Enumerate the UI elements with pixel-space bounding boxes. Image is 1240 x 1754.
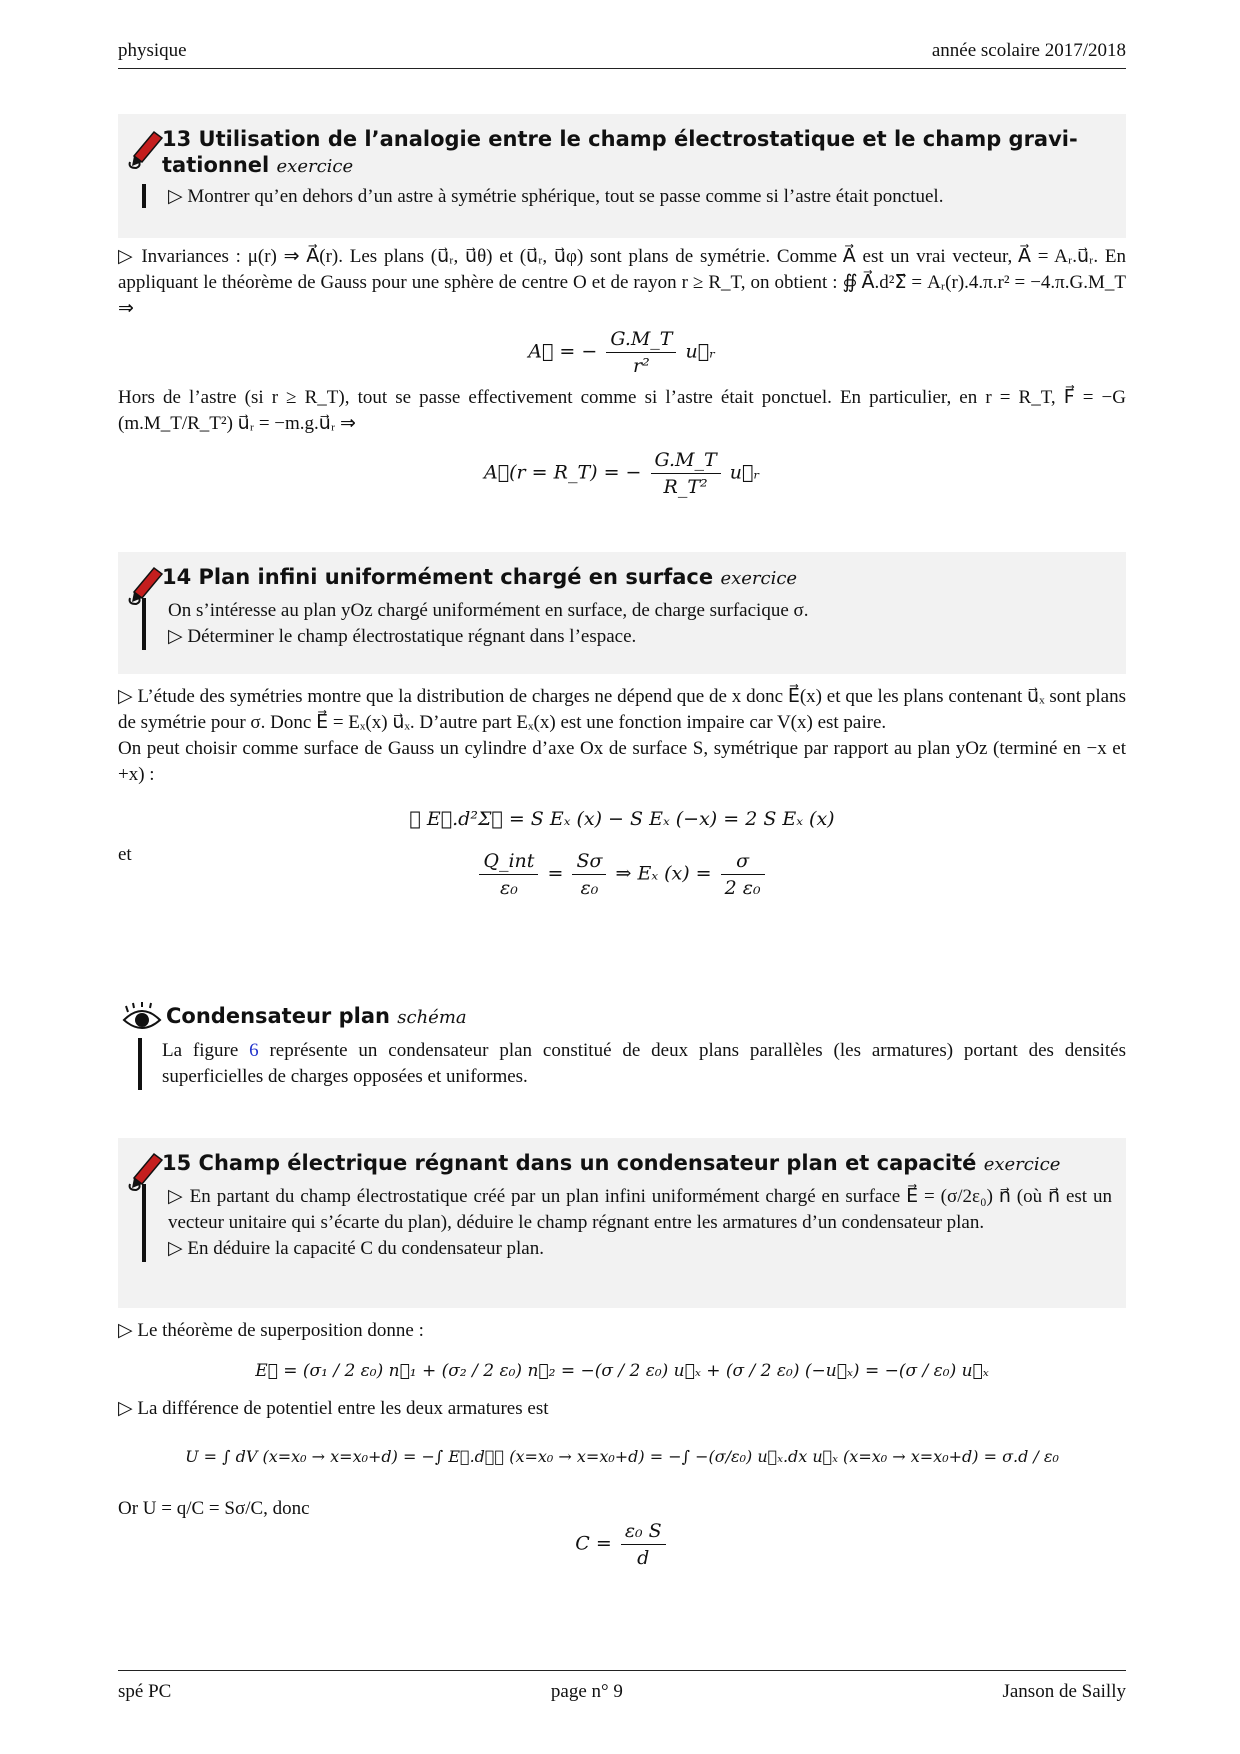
equation-potential-difference: U = ∫ dV (x=x₀ → x=x₀+d) = −∫ E⃗.dℓ⃗ (x=x₀ → x=x₀+d) = −∫ −(σ/ε₀) u⃗ₓ.dx u⃗ₓ (x=x₀ → x=x₀+d) = σ.d / ε₀ [185, 1447, 1059, 1466]
exercise-tag: exercice [720, 568, 798, 589]
solution-14-text: ▷ L’étude des symétries montre que la distribution de charges ne dépend que de x donc E⃗(x) et que les plans contenant u⃗ₓ sont plans de symétrie pour σ. Donc E⃗ = Eₓ(x) u⃗ₓ. D’autre part Eₓ(x) est une fonction impaire car V(x) est paire. [118, 686, 1126, 733]
solution-15 [118, 1318, 1126, 1571]
pencil-icon [126, 126, 166, 170]
figure-link[interactable]: 6 [249, 1040, 259, 1061]
pencil-icon [126, 562, 166, 606]
exercise-15-box [118, 1138, 1126, 1308]
equation-capacitance: C = $\frac{\text{ε₀ S}}{d}$ [118, 1518, 1126, 1571]
exercise-13-title: 13 Utilisation de l’analogie entre le champ électrostatique et le champ gravi- tationnel exercice [162, 127, 1078, 177]
footer-school: Janson de Sailly [1002, 1681, 1126, 1702]
solution-15-text-2: ▷ La différence de potentiel entre les deux armatures est [118, 1398, 549, 1419]
schema-condensateur [118, 1002, 1126, 1090]
schema-description: La figure 6 représente un condensateur plan constitué de deux plans parallèles (les armatures) portant des densités superficielles de charges opposées et uniformes. [138, 1038, 1126, 1090]
solution-14-et: et [118, 844, 132, 865]
solution-13 [118, 244, 1126, 510]
page-header [118, 40, 1126, 69]
exercise-14-box [118, 552, 1126, 674]
footer-class: spé PC [118, 1681, 172, 1702]
solution-15-text-3: Or U = q/C = Sσ/C, donc [118, 1498, 310, 1519]
eye-icon [122, 1002, 162, 1036]
solution-13-text-2: Hors de l’astre (si r ≥ R_T), tout se passe effectivement comme si l’astre était ponctuel. En particulier, en r = R_T, F⃗ = −G (m.M_T/R_T²) u⃗ᵣ = −m.g.u⃗ᵣ ⇒ [118, 387, 1126, 434]
schema-title: Condensateur plan schéma [166, 1004, 467, 1028]
exercise-13-box [118, 114, 1126, 238]
exercise-14-title: 14 Plan infini uniformément chargé en surface exercice [162, 565, 798, 589]
schema-tag: schéma [397, 1007, 467, 1028]
equation-field-plane: $\frac{\text{Q\_int}}{\text{ε₀}}$ = $\frac{S\sigma}{\text{ε₀}}$ ⇒ Eₓ (x) = $\frac{\sigma}{\text{2 ε₀}}$ [118, 848, 1126, 901]
solution-15-text: ▷ Le théorème de superposition donne : [118, 1320, 424, 1341]
equation-gauss-flux: ∯ E⃗.d²Σ⃗ = S Eₓ (x) − S Eₓ (−x) = 2 S Eₓ (x) [409, 808, 835, 830]
header-subject: physique [118, 40, 187, 61]
header-year: année scolaire 2017/2018 [931, 40, 1126, 61]
pencil-icon [126, 1148, 166, 1192]
page-footer [118, 1670, 1126, 1703]
solution-14-text-2: On peut choisir comme surface de Gauss un cylindre d’axe Ox de surface S, symétrique par rapport au plan yOz (terminé en −x et +x) : [118, 738, 1126, 785]
solution-13-text: ▷ Invariances : μ(r) ⇒ A⃗(r). Les plans (u⃗ᵣ, u⃗θ) et (u⃗ᵣ, u⃗φ) sont plans de symétrie. Comme A⃗ est un vrai vecteur, A⃗ = Aᵣ.u⃗ᵣ. En appliquant le théorème de Gauss pour une sphère de centre O et de rayon r ≥ R_T, on obtient : ∯ A⃗.d²Σ⃗ = Aᵣ(r).4.π.r² = −4.π.G.M_T ⇒ [118, 246, 1126, 319]
equation-superposition: E⃗ = (σ₁ / 2 ε₀) n⃗₁ + (σ₂ / 2 ε₀) n⃗₂ = −(σ / 2 ε₀) u⃗ₓ + (σ / 2 ε₀) (−u⃗ₓ) = −(σ / ε₀) u⃗ₓ [255, 1361, 989, 1381]
exercise-tag: exercice [983, 1154, 1061, 1175]
footer-page-number: page n° 9 [550, 1681, 623, 1702]
exercise-tag: exercice [276, 156, 354, 177]
equation-surface-field: A⃗(r = R_T) = − $\frac{G.M\_T}{\text{R\_T²}}$ u⃗ᵣ [484, 449, 760, 498]
exercise-15-title: 15 Champ électrique régnant dans un condensateur plan et capacité exercice [162, 1151, 1061, 1175]
exercise-15-question: ▷ En partant du champ électrostatique créé par un plan infini uniformément chargé en surface E⃗ = (σ/2ε₀) n⃗ (où n⃗ est un vecteur unitaire qui s’écarte du plan), déduire le champ régnant entre les armatures d’un condensateur plan. ▷ En déduire la capacité C du condensateur plan. [142, 1184, 1126, 1262]
solution-14 [118, 684, 1126, 901]
exercise-13-question: ▷ Montrer qu’en dehors d’un astre à symétrie sphérique, tout se passe comme si l’astre était ponctuel. [142, 184, 1126, 208]
equation-gauss-gravity: A⃗ = − $\frac{G.M\_T}{\text{r²}}$ u⃗ᵣ [528, 328, 716, 377]
exercise-14-question: On s’intéresse au plan yOz chargé uniformément en surface, de charge surfacique σ. ▷ Déterminer le champ électrostatique régnant dans l’espace. [142, 598, 1126, 650]
